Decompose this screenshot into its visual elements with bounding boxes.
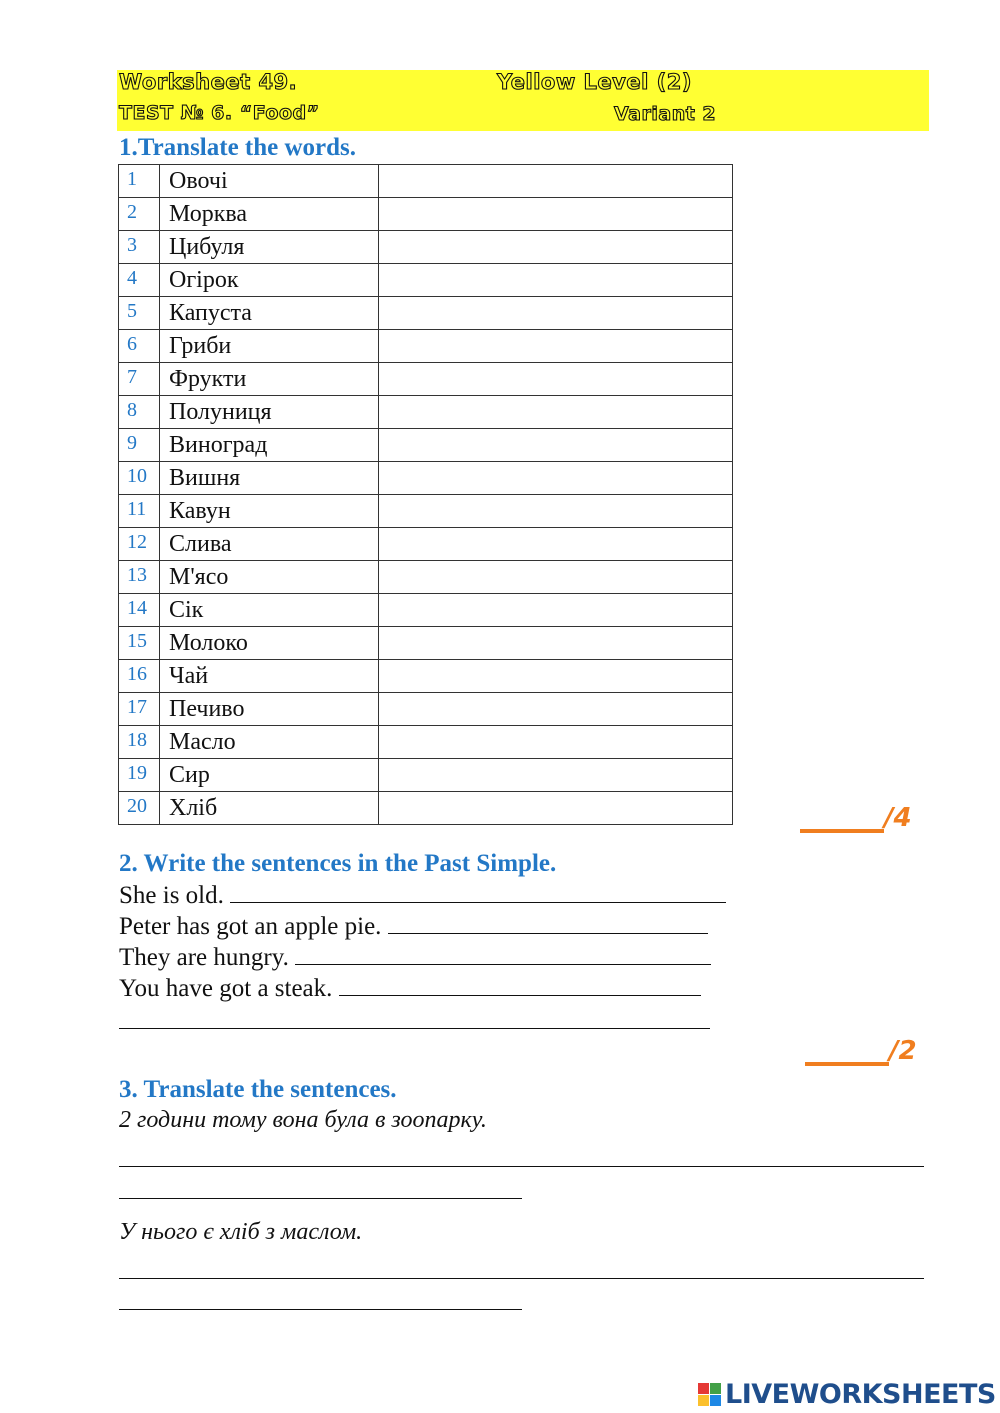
answer-cell[interactable]: [379, 363, 733, 396]
sentence-text: Peter has got an apple pie.: [119, 913, 382, 940]
sentence-text: They are hungry.: [119, 944, 289, 971]
sentence-3: [119, 942, 711, 972]
row-number: 4: [119, 264, 160, 297]
ukrainian-word: Гриби: [160, 330, 379, 363]
answer-cell[interactable]: [379, 330, 733, 363]
table-row: [119, 396, 733, 429]
table-row: [119, 561, 733, 594]
table-row: [119, 198, 733, 231]
answer-cell[interactable]: [379, 198, 733, 231]
section-1-title: 1.Translate the words.: [119, 134, 357, 161]
table-row: [119, 693, 733, 726]
table-row: [119, 594, 733, 627]
sentence-text: She is old.: [119, 882, 224, 909]
row-number: 1: [119, 165, 160, 198]
row-number: 7: [119, 363, 160, 396]
answer-cell[interactable]: [379, 594, 733, 627]
row-number: 5: [119, 297, 160, 330]
ukrainian-sentence-1: 2 години тому вона була в зоопарку.: [119, 1107, 487, 1133]
logo-text: LIVEWORKSHEETS: [725, 1378, 996, 1410]
sentence-1: [119, 880, 726, 910]
answer-cell[interactable]: [379, 165, 733, 198]
answer-cell[interactable]: [379, 462, 733, 495]
answer-cell[interactable]: [379, 726, 733, 759]
row-number: 8: [119, 396, 160, 429]
ukrainian-word: Хліб: [160, 792, 379, 825]
table-row: [119, 297, 733, 330]
row-number: 19: [119, 759, 160, 792]
table-row: [119, 165, 733, 198]
answer-cell[interactable]: [379, 693, 733, 726]
ukrainian-word: Молоко: [160, 627, 379, 660]
score-total: /2: [889, 1036, 917, 1066]
ukrainian-word: Полуниця: [160, 396, 379, 429]
answer-cell[interactable]: [379, 528, 733, 561]
answer-cell[interactable]: [379, 561, 733, 594]
ukrainian-word: Огірок: [160, 264, 379, 297]
table-row: [119, 363, 733, 396]
answer-cell[interactable]: [379, 429, 733, 462]
row-number: 9: [119, 429, 160, 462]
table-row: [119, 264, 733, 297]
answer-cell[interactable]: [379, 297, 733, 330]
table-row: [119, 528, 733, 561]
table-row: [119, 759, 733, 792]
row-number: 13: [119, 561, 160, 594]
logo-blocks-icon: [698, 1383, 721, 1406]
test-title: TEST № 6. “Food”: [119, 102, 320, 124]
answer-cell[interactable]: [379, 396, 733, 429]
ukrainian-word: Капуста: [160, 297, 379, 330]
ukrainian-word: Печиво: [160, 693, 379, 726]
score-total: /4: [884, 803, 912, 833]
answer-cell[interactable]: [379, 264, 733, 297]
row-number: 20: [119, 792, 160, 825]
table-row: [119, 660, 733, 693]
table-row: [119, 726, 733, 759]
row-number: 16: [119, 660, 160, 693]
table-row: [119, 231, 733, 264]
answer-line[interactable]: [119, 1166, 924, 1167]
row-number: 12: [119, 528, 160, 561]
answer-cell[interactable]: [379, 792, 733, 825]
ukrainian-word: Овочі: [160, 165, 379, 198]
row-number: 3: [119, 231, 160, 264]
ukrainian-word: Кавун: [160, 495, 379, 528]
answer-blank[interactable]: [295, 942, 711, 965]
sentence-4: [119, 973, 701, 1003]
sentence-text: You have got a steak.: [119, 975, 333, 1002]
answer-cell[interactable]: [379, 495, 733, 528]
answer-cell[interactable]: [379, 231, 733, 264]
worksheet-number: Worksheet 49.: [119, 70, 298, 94]
table-row: [119, 429, 733, 462]
ukrainian-word: Вишня: [160, 462, 379, 495]
row-number: 14: [119, 594, 160, 627]
row-number: 2: [119, 198, 160, 231]
answer-cell[interactable]: [379, 759, 733, 792]
ukrainian-word: Фрукти: [160, 363, 379, 396]
ukrainian-word: Слива: [160, 528, 379, 561]
table-row: [119, 792, 733, 825]
variant-label: Variant 2: [614, 103, 717, 125]
row-number: 6: [119, 330, 160, 363]
row-number: 18: [119, 726, 160, 759]
answer-line[interactable]: [119, 1198, 522, 1199]
answer-line[interactable]: [119, 1309, 522, 1310]
table-row: [119, 330, 733, 363]
sentence-2: [119, 911, 708, 941]
ukrainian-word: Масло: [160, 726, 379, 759]
answer-blank[interactable]: [388, 911, 708, 934]
section-1-score: [800, 803, 912, 833]
section-3-title: 3. Translate the sentences.: [119, 1076, 397, 1103]
ukrainian-word: Сік: [160, 594, 379, 627]
section-2-score: [805, 1036, 917, 1066]
ukrainian-word: Чай: [160, 660, 379, 693]
ukrainian-word: Виноград: [160, 429, 379, 462]
section-2-title: 2. Write the sentences in the Past Simple.: [119, 850, 557, 877]
table-row: [119, 462, 733, 495]
answer-line[interactable]: [119, 1028, 710, 1029]
answer-cell[interactable]: [379, 660, 733, 693]
table-row: [119, 627, 733, 660]
table-row: [119, 495, 733, 528]
row-number: 15: [119, 627, 160, 660]
row-number: 11: [119, 495, 160, 528]
score-blank[interactable]: [800, 805, 884, 833]
answer-line[interactable]: [119, 1278, 924, 1279]
level-label: Yellow Level (2): [497, 70, 692, 94]
answer-blank[interactable]: [230, 880, 726, 903]
liveworksheets-logo[interactable]: [698, 1378, 996, 1410]
score-blank[interactable]: [805, 1038, 889, 1066]
answer-cell[interactable]: [379, 627, 733, 660]
row-number: 10: [119, 462, 160, 495]
translate-words-table: [118, 164, 733, 825]
ukrainian-word: Сир: [160, 759, 379, 792]
ukrainian-word: М'ясо: [160, 561, 379, 594]
answer-blank[interactable]: [339, 973, 701, 996]
ukrainian-sentence-2: У нього є хліб з маслом.: [119, 1219, 363, 1245]
row-number: 17: [119, 693, 160, 726]
ukrainian-word: Цибуля: [160, 231, 379, 264]
ukrainian-word: Морква: [160, 198, 379, 231]
